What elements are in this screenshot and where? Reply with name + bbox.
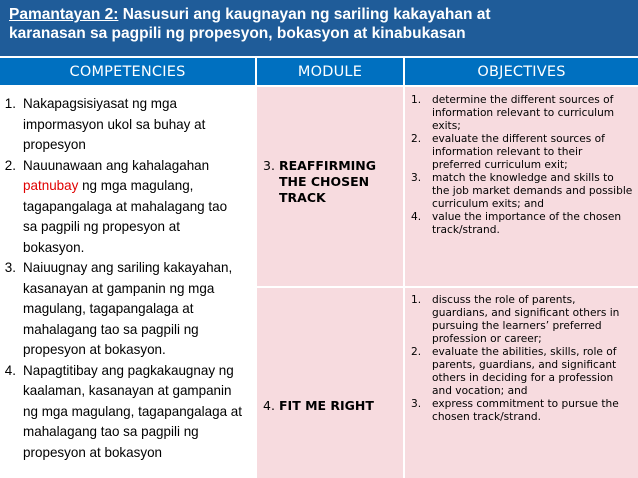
objective-number: 2. bbox=[411, 346, 422, 358]
objective-text: evaluate the different sources of information relevant to their preferred curriculum exit; bbox=[432, 133, 605, 171]
objective-item bbox=[405, 346, 638, 398]
module-title-part: FIT ME RIGHT bbox=[279, 398, 374, 413]
competencies-list bbox=[0, 93, 245, 462]
competency-number: 1. bbox=[4, 95, 17, 111]
objective-text: match the knowledge and skills to the job market demands and possible curriculum exits; and bbox=[432, 172, 633, 210]
module-cell-1 bbox=[257, 87, 403, 286]
competency-text: Napagtitibay ang pagkakaugnay ng kaalaman, kasanayan at gampanin ng mga magulang, tagapangalaga at mahalagang tao sa pagpili ng propesyon at bokasyon bbox=[23, 361, 242, 460]
module-number: 3. bbox=[263, 158, 275, 173]
objectives-cell-1 bbox=[405, 87, 638, 286]
objective-number: 3. bbox=[411, 172, 422, 184]
title-label: Pamantayan 2: bbox=[9, 6, 119, 23]
objective-item bbox=[405, 398, 638, 424]
objective-item bbox=[405, 94, 638, 133]
competency-item bbox=[0, 155, 245, 258]
title-text-1: Nasusuri ang kaugnayan ng sariling kakayahan at bbox=[122, 6, 491, 23]
objectives-cell-2 bbox=[405, 288, 638, 478]
module-title-part: REAFFIRMING bbox=[279, 158, 377, 173]
objective-item bbox=[405, 133, 638, 172]
objective-text: evaluate the abilities, skills, role of parents, guardians, and significant others in deciding for a profession and vocation; and bbox=[432, 346, 617, 397]
objective-number: 3. bbox=[411, 398, 422, 410]
objective-text: determine the different sources of information relevant to curriculum exits; bbox=[432, 94, 615, 132]
competency-item bbox=[0, 93, 245, 155]
objective-number: 2. bbox=[411, 133, 422, 145]
module-title-part: TRACK bbox=[279, 190, 326, 205]
column-header-competencies: COMPETENCIES bbox=[0, 58, 255, 85]
module-number: 4. bbox=[263, 398, 275, 413]
objective-item bbox=[405, 294, 638, 346]
module-title-2 bbox=[263, 398, 374, 414]
competency-number: 2. bbox=[4, 156, 17, 173]
column-header-module: MODULE bbox=[257, 58, 403, 85]
column-header-objectives: OBJECTIVES bbox=[405, 58, 638, 85]
objectives-list-2 bbox=[405, 294, 638, 424]
objective-item bbox=[405, 211, 638, 237]
objective-number: 1. bbox=[411, 94, 422, 106]
objective-item bbox=[405, 172, 638, 211]
objective-text: discuss the role of parents, guardians, and significant others in pursuing the learners’ preferred profession or career; bbox=[432, 294, 620, 345]
competency-item bbox=[0, 257, 245, 360]
competency-text: Naiuugnay ang sariling kakayahan, kasanayan at gampanin ng mga magulang, tagapangalaga at mahalagang tao sa pagpili ng propesyon at bokasyon. bbox=[23, 259, 233, 357]
competency-text-pre: Nauunawaan ang kahalagahan bbox=[23, 156, 210, 173]
competency-text: Nakapagsisiyasat ng mga impormasyon ukol sa buhay at propesyon bbox=[23, 95, 206, 152]
competency-item bbox=[0, 360, 245, 463]
module-title-1 bbox=[263, 158, 376, 206]
slide-title bbox=[0, 0, 638, 56]
competencies-cell bbox=[0, 87, 255, 478]
competency-text-post: ng mga magulang, tagapangalaga at mahalagang tao sa pagpili ng propesyon at bokasyon. bbox=[23, 177, 228, 255]
objective-text: express commitment to pursue the chosen track/strand. bbox=[432, 398, 619, 423]
module-title-part: THE CHOSEN bbox=[279, 174, 370, 189]
module-cell-2 bbox=[257, 288, 403, 478]
objective-number: 4. bbox=[411, 211, 422, 223]
objective-text: value the importance of the chosen track/strand. bbox=[432, 211, 622, 236]
objectives-list-1 bbox=[405, 94, 638, 237]
competency-number: 4. bbox=[4, 361, 17, 378]
competency-number: 3. bbox=[4, 259, 17, 275]
competency-highlight: patnubay bbox=[23, 177, 79, 193]
objective-number: 1. bbox=[411, 294, 422, 306]
title-line-1 bbox=[9, 5, 630, 24]
title-line-2: karanasan sa pagpili ng propesyon, bokasyon at kinabukasan bbox=[9, 25, 466, 42]
